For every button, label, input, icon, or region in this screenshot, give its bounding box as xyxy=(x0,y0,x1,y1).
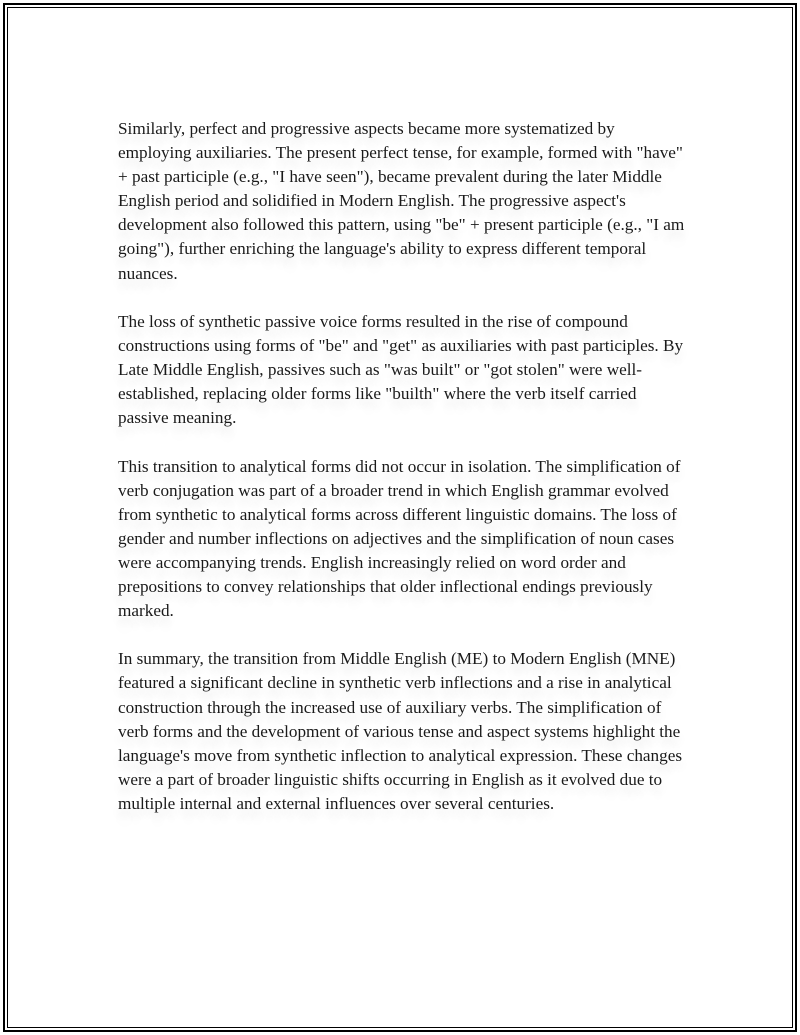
document-body xyxy=(118,117,688,840)
paragraph-passive-voice: The loss of synthetic passive voice forms resulted in the rise of compound constructions using forms of "be" and "get" as auxiliaries with past participles. By Late Middle English, passives such as "was built" or "got stolen" were well-established, replacing older forms like "builth" where the verb itself carried passive meaning. xyxy=(118,311,684,428)
paragraph-summary: In summary, the transition from Middle English (ME) to Modern English (MNE) featured a significant decline in synthetic verb inflections and a rise in analytical construction through the increased use of auxiliary verbs. The simplification of verb forms and the development of various tense and aspect systems highlight the language's move from synthetic inflection to analytical expression. These changes were a part of broader linguistic shifts occurring in English as it evolved due to multiple internal and external influences over several centuries. xyxy=(118,649,683,813)
paragraph-analytical-transition: This transition to analytical forms did not occur in isolation. The simplification of verb conjugation was part of a broader trend in which English grammar evolved from synthetic to analytical forms across different linguistic domains. The loss of gender and number inflections on adjectives and the simplification of noun cases were accompanying trends. English increasingly relied on word order and prepositions to convey relationships that older inflectional endings previously marked. xyxy=(118,456,681,621)
paragraph-perfect-progressive-aspects: Similarly, perfect and progressive aspects became more systematized by employing auxiliaries. The present perfect tense, for example, formed with "have" + past participle (e.g., "I have seen"), became prevalent during the later Middle English period and solidified in Modern English. The progressive aspect's development also followed this pattern, using "be" + present participle (e.g., "I am going"), further enriching the language's ability to express different temporal nuances. xyxy=(118,119,685,283)
